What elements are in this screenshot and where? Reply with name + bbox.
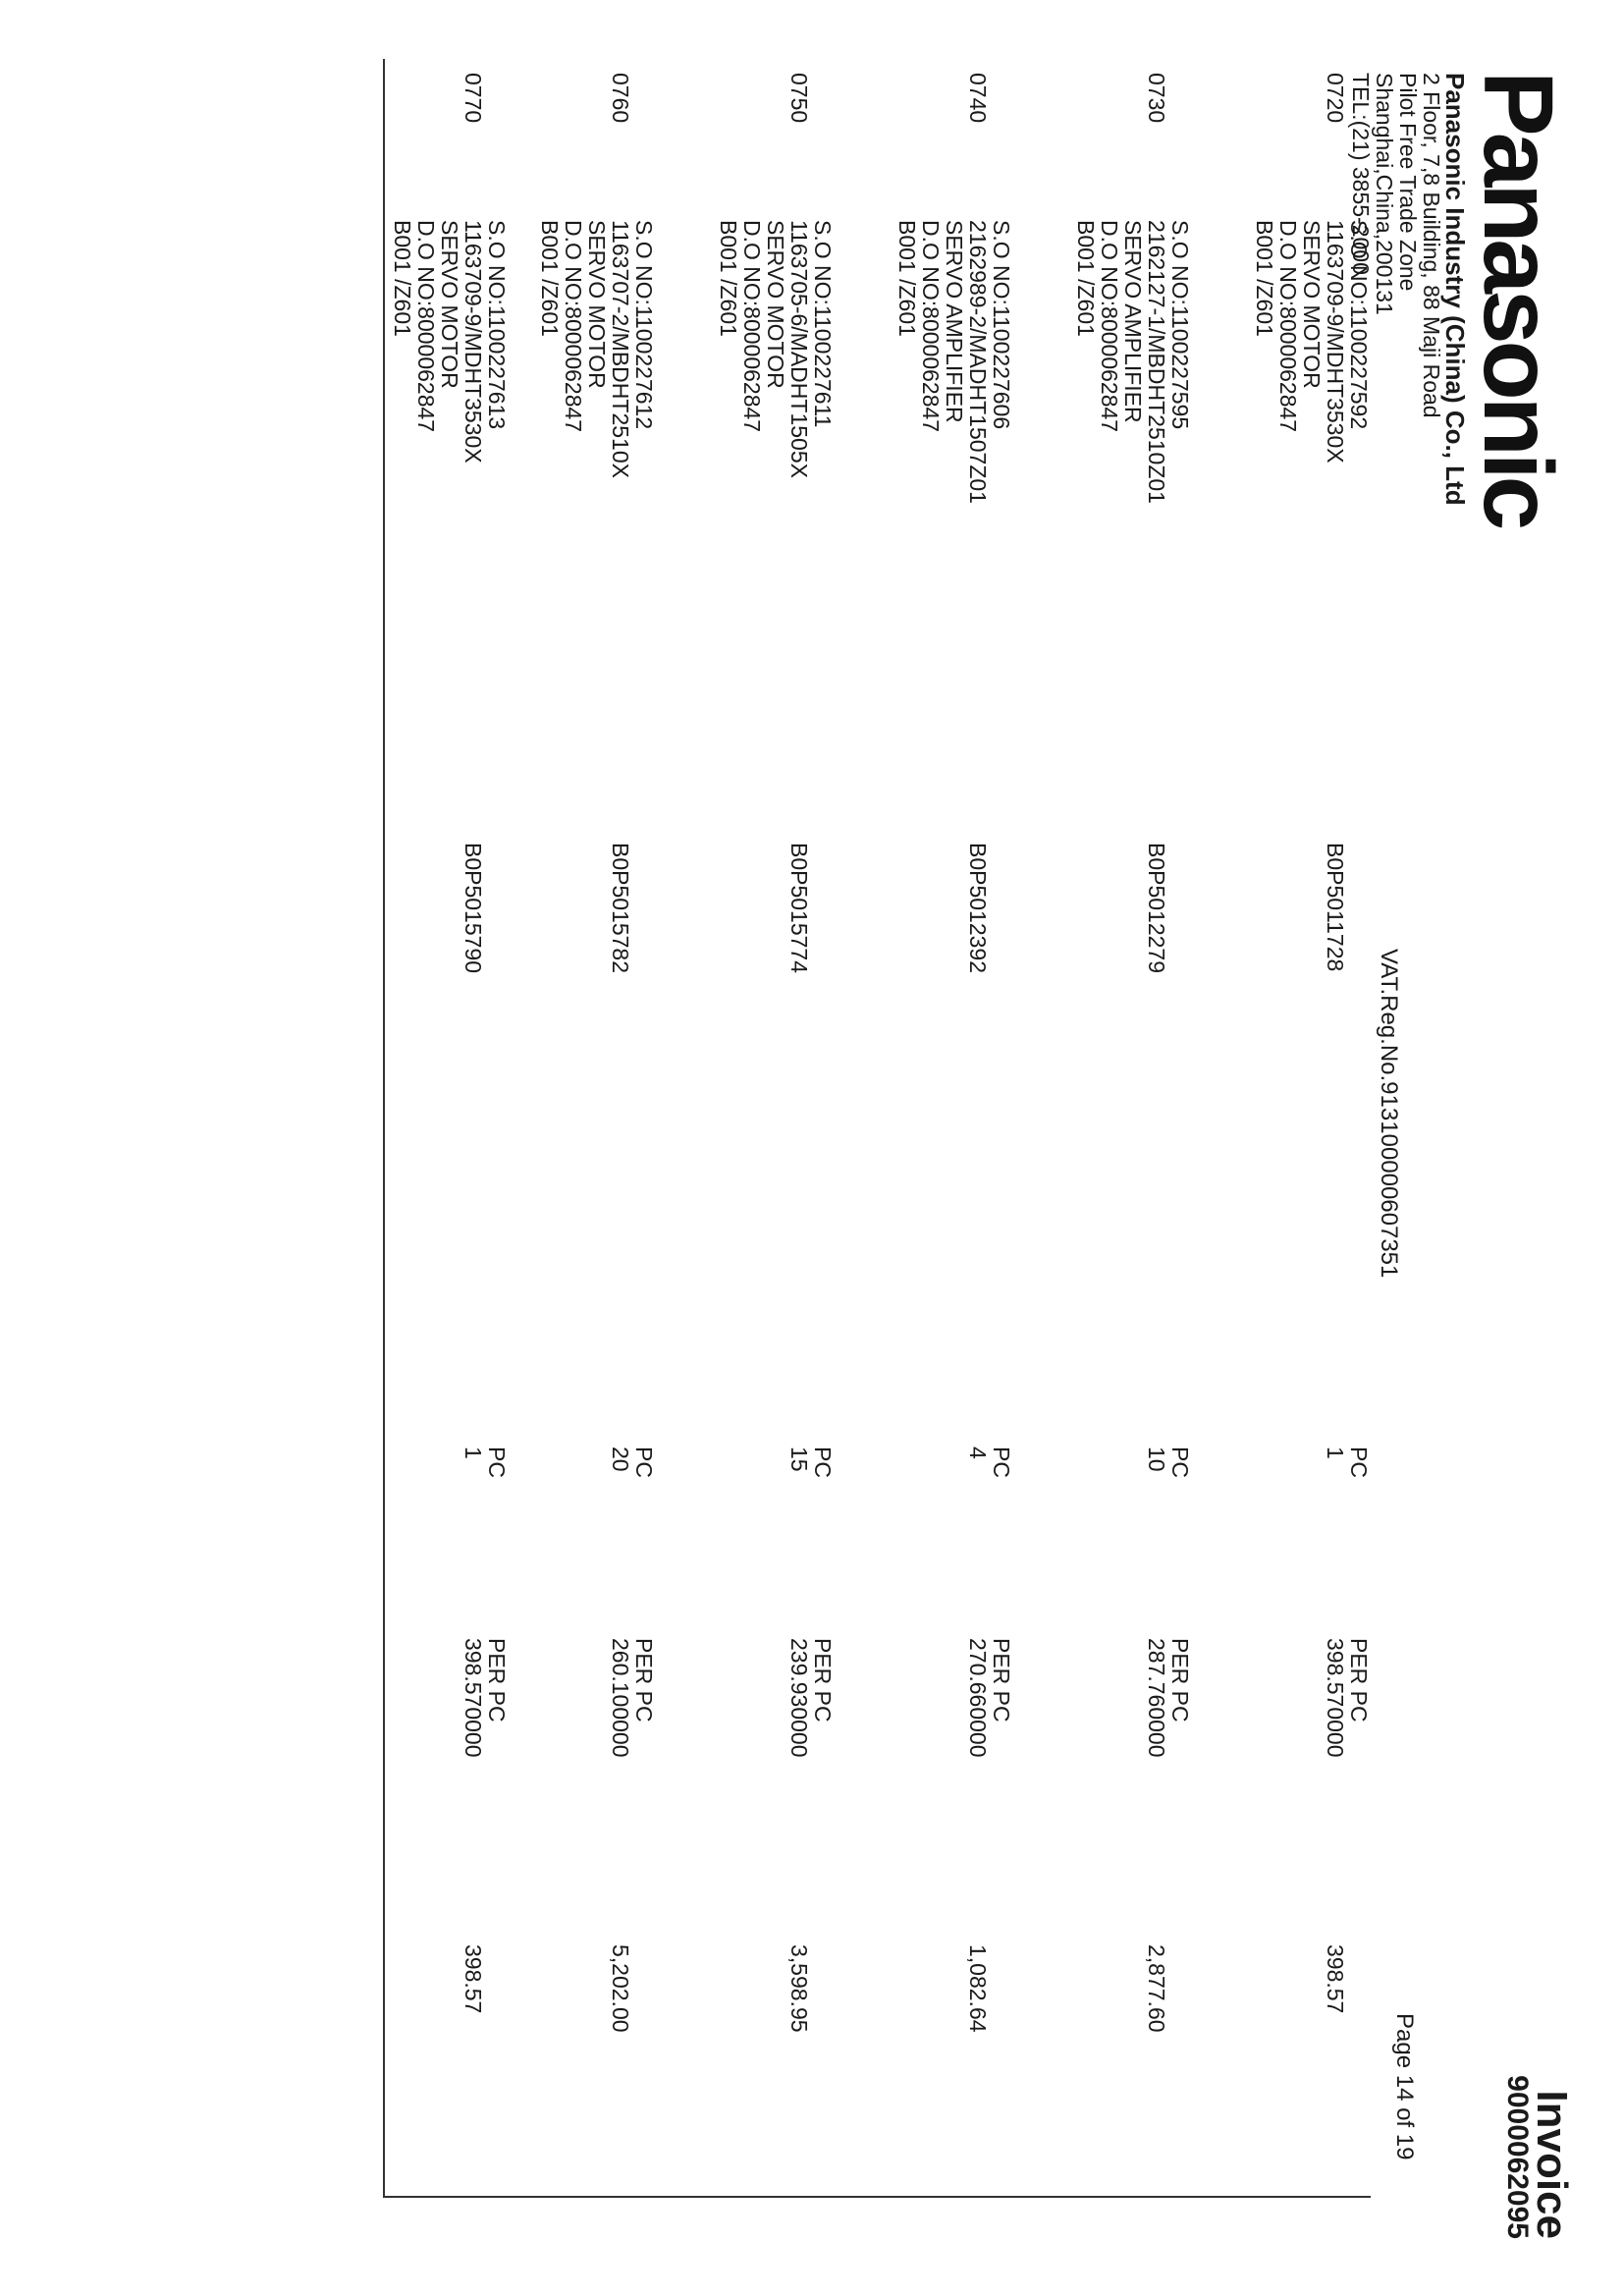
part-number: 1163707-2/MBDHT2510X — [608, 220, 633, 478]
vat-registration: VAT.Reg.No.913100000607351 — [1376, 949, 1402, 1279]
company-name: Panasonic Industry (China) Co., Ltd — [1440, 73, 1470, 506]
sales-order-number: S.O NO:1100227606 — [989, 220, 1014, 430]
unit-price: 239.930000 — [786, 1638, 812, 1758]
unit-of-measure: PC — [631, 1447, 657, 1478]
product-name: SERVO MOTOR — [584, 220, 610, 389]
item-position: 0760 — [608, 73, 633, 124]
unit-price-cell — [609, 1638, 656, 1758]
invoice-title: Invoice — [1528, 2090, 1576, 2239]
quantity: 20 — [608, 1447, 633, 1472]
part-number: 2162989-2/MADHT1507Z01 — [965, 220, 991, 504]
plant-code: B001 /Z601 — [894, 220, 920, 337]
line-amount: 2,877.60 — [1144, 1944, 1169, 2033]
invoice-header — [1501, 2052, 1576, 2239]
unit-price-cell — [787, 1638, 835, 1758]
unit-price: 398.570000 — [1323, 1638, 1348, 1758]
delivery-order-number: D.O NO:8000062847 — [739, 220, 765, 433]
quantity: 15 — [786, 1447, 812, 1472]
item-description — [391, 220, 509, 464]
item-description — [717, 220, 835, 478]
price-unit: PER PC — [631, 1638, 657, 1722]
delivery-order-number: D.O NO:8000062847 — [918, 220, 944, 433]
item-description — [1253, 220, 1371, 464]
part-number: 1163709-9/MDHT3530X — [460, 220, 486, 464]
quantity: 1 — [460, 1447, 486, 1459]
delivery-order-number: D.O NO:8000062847 — [1275, 220, 1301, 433]
material-code: B0P5015782 — [608, 843, 633, 974]
plant-code: B001 /Z601 — [1073, 220, 1099, 337]
unit-of-measure: PC — [810, 1447, 836, 1478]
price-unit: PER PC — [1346, 1638, 1372, 1722]
delivery-order-number: D.O NO:8000062847 — [561, 220, 586, 433]
line-amount: 398.57 — [1323, 1944, 1348, 2014]
material-code: B0P5012392 — [965, 843, 991, 974]
material-code: B0P5015790 — [460, 843, 486, 974]
unit-of-measure: PC — [1346, 1447, 1372, 1478]
price-unit: PER PC — [1167, 1638, 1193, 1722]
item-position: 0750 — [786, 73, 812, 124]
line-amount: 3,598.95 — [786, 1944, 812, 2033]
unit-price: 287.760000 — [1144, 1638, 1169, 1758]
line-amount: 1,082.64 — [965, 1944, 991, 2033]
quantity: 4 — [965, 1447, 991, 1459]
unit-price: 270.660000 — [965, 1638, 991, 1758]
material-code: B0P5015774 — [786, 843, 812, 974]
delivery-order-number: D.O NO:8000062847 — [1097, 220, 1122, 433]
unit-price: 260.100000 — [608, 1638, 633, 1758]
line-amount: 398.57 — [460, 1944, 486, 2014]
panasonic-logo: Panasonic — [1463, 71, 1573, 527]
item-position: 0720 — [1323, 73, 1348, 124]
plant-code: B001 /Z601 — [1252, 220, 1277, 337]
product-name: SERVO AMPLIFIER — [942, 220, 967, 423]
unit-of-measure: PC — [1167, 1447, 1193, 1478]
plant-code: B001 /Z601 — [716, 220, 741, 337]
part-number: 2162127-1/MBDHT2510Z01 — [1144, 220, 1169, 504]
unit-of-measure: PC — [484, 1447, 510, 1478]
price-unit: PER PC — [810, 1638, 836, 1722]
part-number: 1163705-6/MADHT1505X — [786, 220, 812, 478]
unit-price-cell — [461, 1638, 509, 1758]
invoice-number: 9000062095 — [1501, 2075, 1534, 2239]
page-indicator: Page 14 of 19 — [1391, 2013, 1418, 2160]
item-description — [895, 220, 1013, 504]
product-name: SERVO MOTOR — [763, 220, 788, 389]
material-code: B0P5012279 — [1144, 843, 1169, 974]
plant-code: B001 /Z601 — [390, 220, 415, 337]
delivery-order-number: D.O NO:8000062847 — [413, 220, 439, 433]
address-line-2: Pilot Free Trade Zone — [1395, 73, 1421, 292]
product-name: SERVO MOTOR — [1299, 220, 1325, 389]
sales-order-number: S.O NO:1100227592 — [1346, 220, 1372, 430]
quantity-cell — [609, 1447, 656, 1478]
plant-code: B001 /Z601 — [537, 220, 563, 337]
product-name: SERVO MOTOR — [437, 220, 462, 389]
product-name: SERVO AMPLIFIER — [1120, 220, 1146, 423]
quantity: 1 — [1323, 1447, 1348, 1459]
telephone: TEL:(21) 3855-2000 — [1348, 73, 1374, 275]
line-amount: 5,202.00 — [608, 1944, 633, 2033]
unit-price-cell — [1145, 1638, 1192, 1758]
unit-price-cell — [966, 1638, 1013, 1758]
quantity-cell — [787, 1447, 835, 1478]
quantity-cell — [1145, 1447, 1192, 1478]
unit-price-cell — [1324, 1638, 1371, 1758]
item-description — [1074, 220, 1192, 504]
quantity: 10 — [1144, 1447, 1169, 1472]
address-line-1: 2 Floor, 7,8 Building, 88 Maji Road — [1419, 73, 1444, 418]
line-items-table — [383, 59, 1374, 2198]
item-position: 0740 — [965, 73, 991, 124]
quantity-cell — [461, 1447, 509, 1478]
quantity-cell — [966, 1447, 1013, 1478]
sales-order-number: S.O NO:1100227612 — [631, 220, 657, 430]
address-line-3: Shanghai,China,200131 — [1372, 73, 1397, 315]
unit-of-measure: PC — [989, 1447, 1014, 1478]
quantity-cell — [1324, 1447, 1371, 1478]
price-unit: PER PC — [484, 1638, 510, 1722]
sales-order-number: S.O NO:1100227595 — [1167, 220, 1193, 430]
price-unit: PER PC — [989, 1638, 1014, 1722]
item-position: 0770 — [460, 73, 486, 124]
part-number: 1163709-9/MDHT3530X — [1323, 220, 1348, 464]
item-position: 0730 — [1144, 73, 1169, 124]
sales-order-number: S.O NO:1100227611 — [810, 220, 836, 428]
unit-price: 398.570000 — [460, 1638, 486, 1758]
material-code: B0P5011728 — [1323, 843, 1348, 972]
item-description — [538, 220, 656, 478]
sales-order-number: S.O NO:1100227613 — [484, 220, 510, 430]
